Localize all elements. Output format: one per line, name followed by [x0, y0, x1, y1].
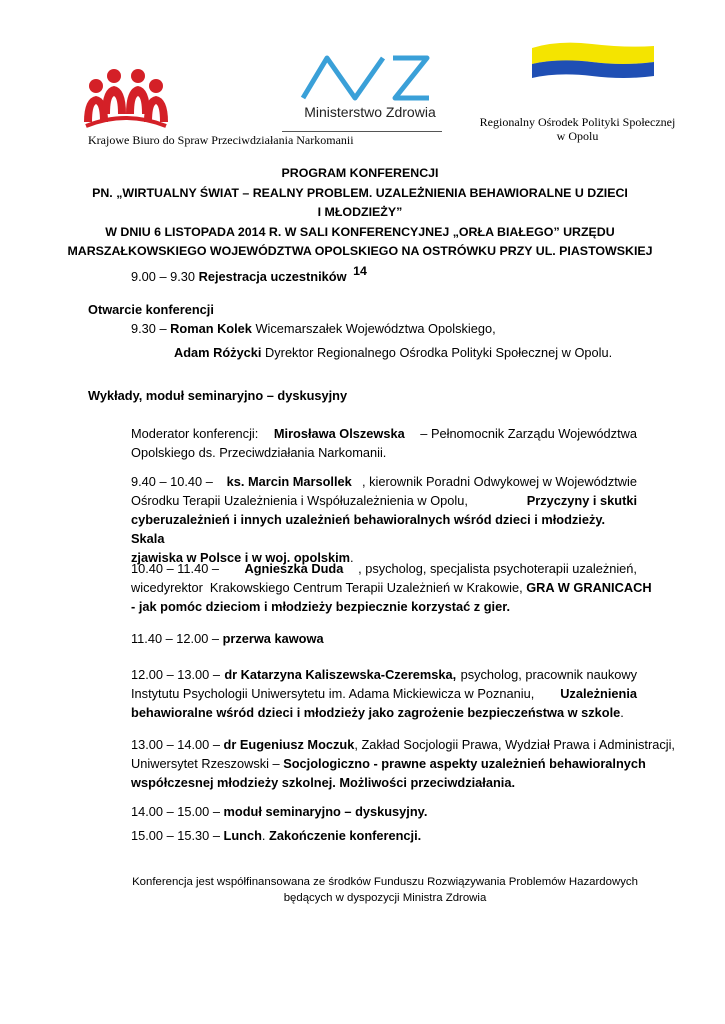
divider [282, 131, 442, 132]
time: 12.00 – 13.00 – [131, 667, 224, 682]
time: 11.40 – 12.00 – [131, 631, 223, 646]
label: moduł seminaryjno – dyskusyjny. [223, 804, 428, 819]
time: 9.00 – 9.30 [131, 269, 199, 284]
opening-item [174, 343, 612, 362]
footer-line: Konferencja jest współfinansowana ze środków Funduszu Rozwiązywania Problemów Hazardowych [132, 876, 638, 888]
moderator-line [131, 424, 637, 443]
funding-note [120, 874, 650, 906]
talk-item [131, 735, 675, 792]
time: 10.40 – 11.40 – [131, 561, 230, 576]
text: wicedyrektor Krakowskiego Centrum Terapii Uzależnień w Krakowie, [131, 580, 527, 595]
talk-line [131, 735, 675, 754]
talk-line [131, 754, 646, 773]
talk-title: Socjologiczno - prawne aspekty uzależnień behawioralnych [283, 756, 646, 771]
moderator-line: Opolskiego ds. Przeciwdziałania Narkomanii. [131, 445, 387, 460]
registration-item [131, 267, 347, 286]
title-line: PN. „WIRTUALNY ŚWIAT – REALNY PROBLEM. UZALEŻNIENIA BEHAWIORALNE U DZIECI [92, 185, 628, 200]
speaker-name: Agnieszka Duda [244, 561, 344, 576]
seminar-item [131, 802, 427, 821]
title-line: MARSZAŁKOWSKIEGO WOJEWÓDZTWA OPOLSKIEGO NA OSTRÓWKU PRZY UL. PIASTOWSKIEJ 14 [67, 244, 653, 278]
talk-line [131, 684, 637, 703]
label: Rejestracja uczestników [198, 269, 347, 284]
talk-title: behawioralne wśród dzieci i młodzieży jako zagrożenie bezpieczeństwa w szkole [131, 705, 621, 720]
speaker-name: dr Eugeniusz Moczuk [223, 737, 355, 752]
opening-item [131, 319, 496, 338]
talk-title-line: cyberuzależnień i innych uzależnień behawioralnych wśród dzieci i młodzieży. Skala [131, 512, 606, 546]
speaker-role: , Zakład Socjologii Prawa, Wydział Prawa i Administracji, [354, 737, 675, 752]
talk-line [131, 491, 637, 510]
rops-line1: Regionalny Ośrodek Polityki Społecznej [479, 115, 676, 129]
speaker-role: , kierownik Poradni Odwykowej w Województwie [361, 474, 637, 489]
talk-item [131, 472, 637, 567]
text: Instytutu Psychologii Uniwersytetu im. Adama Mickiewicza w Poznaniu, [131, 686, 538, 701]
time: 15.00 – 15.30 – [131, 828, 224, 843]
time: 9.40 – 10.40 – [131, 474, 217, 489]
talk-title-line: współczesnej młodzieży szkolnej. Możliwości przeciwdziałania. [131, 775, 516, 790]
text: – Pełnomocnik Zarządu Województwa [416, 426, 637, 441]
lectures-heading: Wykłady, moduł seminaryjno – dyskusyjny [88, 388, 348, 403]
title-line: W DNIU 6 LISTOPADA 2014 R. W SALI KONFERENCYJNEJ „ORŁA BIAŁEGO” URZĘDU [105, 224, 615, 239]
label: Lunch [223, 828, 262, 843]
label: przerwa kawowa [222, 631, 324, 646]
closing-item [131, 826, 421, 845]
punct: . [350, 550, 354, 565]
talk-line [131, 472, 637, 491]
footer-line: będących w dyspozycji Ministra Zdrowia [283, 892, 487, 904]
conference-title [60, 164, 660, 281]
speaker-role: , psycholog, specjalista psychoterapii uzależnień, [358, 561, 637, 576]
opole-flag-logo [528, 40, 658, 82]
talk-line [131, 665, 637, 684]
rops-name [470, 115, 685, 143]
speaker-role: Wicemarszałek Województwa Opolskiego, [251, 321, 496, 336]
speaker-role: psycholog, pracownik naukowy [457, 667, 637, 682]
speaker-role: Dyrektor Regionalnego Ośrodka Polityki Społecznej w Opolu. [261, 345, 613, 360]
time: 9.30 – [131, 321, 171, 336]
talk-line [131, 703, 637, 722]
talk-line [131, 559, 637, 578]
talk-item [131, 559, 652, 616]
talk-item [131, 665, 637, 722]
kbpn-name: Krajowe Biuro do Spraw Przeciwdziałania Narkomanii [88, 133, 354, 147]
speaker-name: ks. Marcin Marsollek [226, 474, 352, 489]
talk-title: Przyczyny i skutki [526, 493, 637, 508]
text: Ośrodku Terapii Uzależnienia i Współuzależnienia w Opolu, [131, 493, 472, 508]
label: Zakończenie konferencji. [269, 828, 422, 843]
time: 13.00 – 14.00 – [131, 737, 224, 752]
speaker-name: Adam Różycki [174, 345, 262, 360]
rops-line2: w Opolu [556, 129, 599, 143]
kbpn-logo [80, 62, 172, 132]
moderator [131, 424, 637, 462]
title-line: I MŁODZIEŻY” [317, 205, 403, 219]
speaker-name: Roman Kolek [170, 321, 252, 336]
text: Uniwersytet Rzeszowski – [131, 756, 284, 771]
text: Moderator konferencji: [131, 426, 262, 441]
title-line: PROGRAM KONFERENCJI [281, 166, 439, 180]
moderator-name: Mirosława Olszewska [273, 426, 405, 441]
talk-line [131, 578, 652, 597]
opening-heading: Otwarcie konferencji [88, 302, 214, 317]
punct: . [620, 705, 624, 720]
talk-title: zjawiska w Polsce i w woj. opolskim [131, 550, 351, 565]
break-item [131, 629, 324, 648]
talk-title: GRA W GRANICACH [526, 580, 652, 595]
speaker-name: dr Katarzyna Kaliszewska-Czeremska, [224, 667, 457, 682]
time: 14.00 – 15.00 – [131, 804, 224, 819]
ministry-name: Ministerstwo Zdrowia [304, 104, 436, 120]
talk-title: Uzależnienia [560, 686, 637, 701]
punct: . [261, 828, 270, 843]
talk-title-line: - jak pomóc dzieciom i młodzieży bezpiecznie korzystać z gier. [131, 599, 511, 614]
